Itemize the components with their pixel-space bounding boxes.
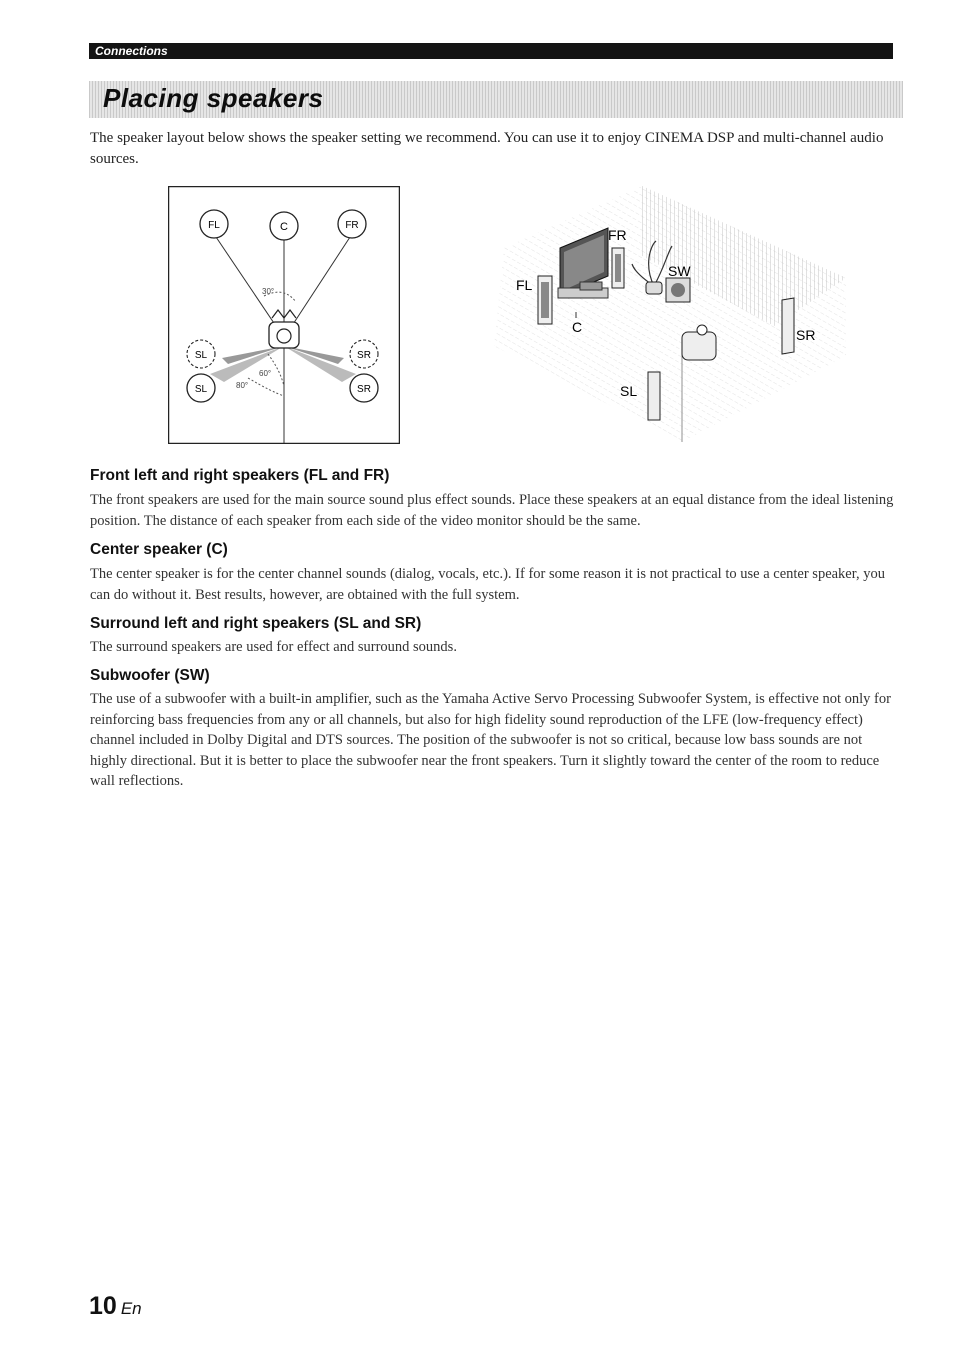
label-fl: FL (208, 220, 220, 231)
label-c: C (280, 221, 288, 233)
section-header-bar (89, 43, 893, 59)
label-sr-room: SR (796, 327, 816, 343)
intro-paragraph: The speaker layout below shows the speaker setting we recommend. You can use it to enjoy CINEMA DSP and multi-channel audio sources. (90, 130, 884, 167)
page-number-value: 10 (89, 1292, 117, 1320)
label-fl-room: FL (516, 277, 533, 293)
label-sl-room: SL (620, 383, 638, 399)
section-header-label: Connections (95, 44, 168, 58)
label-fr: FR (345, 220, 359, 231)
speaker-layout-diagram (168, 186, 400, 444)
label-c-room: C (572, 319, 583, 335)
label-sr-lower: SR (357, 384, 371, 395)
body-subwoofer: The use of a subwoofer with a built-in amplifier, such as the Yamaha Active Servo Processing Subwoofer System, is effective not only for reinforcing bass frequencies from any or all channels, but also for high fidelity sound reproduction of the LFE (low-frequency effect) channel included in Dolby Digital and DTS sources. The position of the subwoofer is not so critical, because low bass sounds are not highly directional. But it is better to place the subwoofer near the front speakers. Turn it slightly toward the center of the room to reduce wall reflections. (90, 691, 891, 790)
page-title: Placing speakers (103, 83, 324, 113)
angle-60: 60° (259, 369, 272, 378)
body-surround-speakers: The surround speakers are used for effect and surround sounds. (90, 639, 457, 655)
heading-center-speaker: Center speaker (C) (90, 541, 228, 558)
body-front-speakers: The front speakers are used for the main source sound plus effect sounds. Place these speakers at an equal distance from the ideal listening position. The distance of each speaker from each side of the video monitor should be the same. (90, 492, 894, 529)
heading-front-speakers: Front left and right speakers (FL and FR) (90, 467, 390, 484)
speaker-fl-icon (538, 276, 552, 324)
angle-30: 30° (262, 287, 275, 296)
body-center-speaker: The center speaker is for the center channel sounds (dialog, vocals, etc.). If for some reason it is not practical to use a center speaker, you can do without it. Best results, however, are obtained with the full system. (90, 566, 885, 603)
page-language: En (120, 1299, 142, 1318)
heading-subwoofer: Subwoofer (SW) (90, 667, 210, 684)
speaker-sr-icon (782, 298, 794, 354)
speaker-fr-icon (612, 248, 624, 288)
heading-surround-speakers: Surround left and right speakers (SL and SR) (90, 615, 422, 632)
label-sr-upper: SR (357, 350, 371, 361)
angle-80: 80° (236, 381, 249, 390)
label-sl-upper: SL (194, 350, 208, 361)
speaker-sl-icon (648, 372, 660, 420)
label-sl-lower: SL (194, 384, 208, 395)
label-sw-room: SW (668, 263, 691, 279)
page-number (89, 1292, 142, 1321)
label-fr-room: FR (608, 227, 627, 243)
speaker-sw-icon (666, 278, 690, 302)
page-title-bar (89, 81, 903, 118)
room-perspective-diagram (494, 186, 846, 442)
